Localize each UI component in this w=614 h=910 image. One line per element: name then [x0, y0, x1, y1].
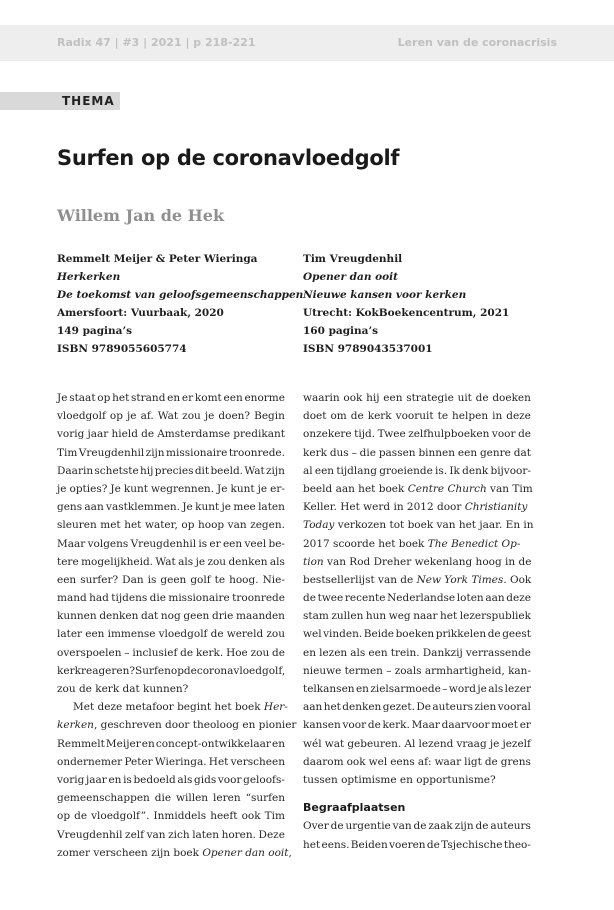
text-line: ondernemer Peter Wieringa. Het verscheen	[57, 755, 285, 768]
text-line: kerken, geschreven door theoloog en pionier	[57, 719, 297, 732]
text-line: vorig jaar en is bedoeld als gids voor geloofs-	[57, 773, 285, 786]
book-pages: 149 pagina’s	[57, 325, 133, 337]
text-line: Over de urgentie van de zaak zijn de auteurs	[303, 820, 531, 833]
text-line: wel vinden. Beide boeken prikkelen de geest	[303, 628, 531, 641]
running-header	[0, 25, 614, 61]
text-line: waarin ook hij een strategie uit de doeken	[303, 392, 531, 404]
book-authors: Tim Vreugdenhil	[303, 253, 403, 265]
book-isbn: ISBN 9789055605774	[57, 343, 187, 355]
text-line: gens aan vastklemmen. Je kunt je mee laten	[57, 501, 285, 514]
issue-theme: Leren van de coronacrisis	[397, 36, 557, 49]
book-pages: 160 pagina’s	[303, 325, 379, 337]
text-line: tere mogelijkheid. Wat als je zou denken als	[57, 555, 285, 568]
text-line: al een tijdlang groeiende is. Ik denk bijvoor-	[303, 464, 531, 477]
text-line: Maar volgens Vreugdenhil is er een veel be-	[57, 537, 285, 550]
text-line: stam zullen hun weg naar het lezerspubliek	[303, 610, 531, 623]
text-line: sleuren met het water, op hoop van zegen.	[57, 519, 285, 532]
text-line: beeld aan het boek Centre Church van Tim	[303, 482, 533, 495]
book-info-2	[303, 250, 543, 358]
text-line: telkansen en zielsarmoede – word je als lezer	[303, 683, 531, 695]
text-line: wél wat gebeuren. Al lezend vraag je jezelf	[303, 737, 531, 750]
text-line: en lezen als een trein. Dankzij verrassende	[303, 646, 531, 659]
text-line: het eens. Beiden voeren de Tsjechische theo-	[303, 838, 531, 851]
text-line: vloedgolf op je af. Wat zou je doen? Begin	[57, 410, 285, 423]
text-line: gemeenschappen die willen leren “surfen	[57, 792, 285, 805]
section-label	[0, 92, 120, 110]
book-isbn: ISBN 9789043537001	[303, 343, 433, 355]
book-info-1	[57, 250, 304, 358]
text-line: tion van Rod Dreher wekenlang hoog in de	[303, 555, 532, 568]
text-line: kansen voor de kerk. Maar daarvoor moet er	[303, 719, 531, 732]
body-column-left	[57, 389, 297, 862]
text-line: later een immense vloedgolf de wereld zou	[57, 628, 285, 641]
text-line: doet om de kerk vooruit te helpen in deze	[303, 410, 531, 423]
book-publisher: Amersfoort: Vuurbaak, 2020	[57, 307, 224, 319]
text-line: Tim Vreugdenhil zijn missionaire troonrede.	[57, 446, 285, 459]
paragraph-metaphor	[57, 698, 297, 862]
text-line: aan het denken gezet. De auteurs zien vooral	[303, 701, 531, 714]
article-title: Surfen op de coronavloedgolf	[57, 146, 400, 170]
article-author: Willem Jan de Hek	[57, 206, 225, 225]
text-line: Remmelt Meijer en concept-ontwikkelaar en	[57, 737, 285, 750]
text-line: Daarin schetste hij precies dit beeld. Wat zijn	[57, 464, 285, 477]
body-column-right	[303, 389, 534, 854]
text-line: nieuwe termen – zoals armhartigheid, kan-	[303, 664, 531, 677]
text-line: daarom ook wel eens af: waar ligt de grens	[303, 755, 531, 768]
text-line: zou de kerk dat kunnen?	[57, 683, 189, 695]
text-line: Keller. Het werd in 2012 door Christianity	[303, 501, 528, 514]
text-line: vorig jaar hield de Amsterdamse predikant	[57, 428, 285, 441]
paragraph-intro	[57, 389, 285, 698]
book-title: Herkerken	[57, 271, 121, 283]
text-line: Je staat op het strand en er komt een enorme	[57, 392, 285, 404]
text-line: tussen optimisme en opportunisme?	[303, 773, 496, 786]
text-line: op de vloedgolf”. Inmiddels heeft ook Tim	[57, 810, 285, 823]
book-subtitle: Nieuwe kansen voor kerken	[303, 289, 467, 301]
book-publisher: Utrecht: KokBoekencentrum, 2021	[303, 307, 510, 319]
text-line: Vreugdenhil zelf van zich laten horen. Deze	[57, 828, 285, 841]
section-label-text: THEMA	[62, 94, 115, 108]
text-line: je opties? Je kunt wegrennen. Je kunt je er-	[57, 482, 285, 495]
text-line: een surfer? Dan is geen golf te hoog. Nie-	[57, 573, 285, 586]
section-subheading: Begraafplaatsen	[303, 801, 406, 815]
text-line: bestsellerlijst van de New York Times. Ook	[303, 573, 532, 586]
book-title: Opener dan ooit	[303, 271, 398, 283]
text-line: 2017 scoorde het boek The Benedict Op-	[303, 537, 521, 550]
book-subtitle: De toekomst van geloofsgemeenschappen	[57, 289, 304, 301]
text-line: mand had tijdens die missionaire troonrede	[57, 592, 285, 605]
text-line: kerk dus – die passen binnen een genre dat	[303, 446, 531, 459]
text-line: overspoelen – inclusief de kerk. Hoe zou de	[57, 646, 285, 659]
text-line: kerk reageren? Surfen op de coronavloedgolf,	[57, 664, 286, 677]
journal-citation: Radix 47 | #3 | 2021 | p 218-221	[57, 36, 256, 49]
text-line: Met deze metafoor begint het boek Her-	[73, 701, 288, 714]
text-line: Today verkozen tot boek van het jaar. En in	[303, 519, 534, 532]
text-line: onzekere tijd. Twee zelfhulpboeken voor de	[303, 428, 531, 441]
text-line: zomer verscheen zijn boek Opener dan ooit,	[57, 846, 292, 859]
text-line: kunnen denken dat nog geen drie maanden	[57, 610, 285, 623]
text-line: de twee recente Nederlandse loten aan deze	[303, 592, 531, 605]
book-authors: Remmelt Meijer & Peter Wieringa	[57, 253, 258, 265]
